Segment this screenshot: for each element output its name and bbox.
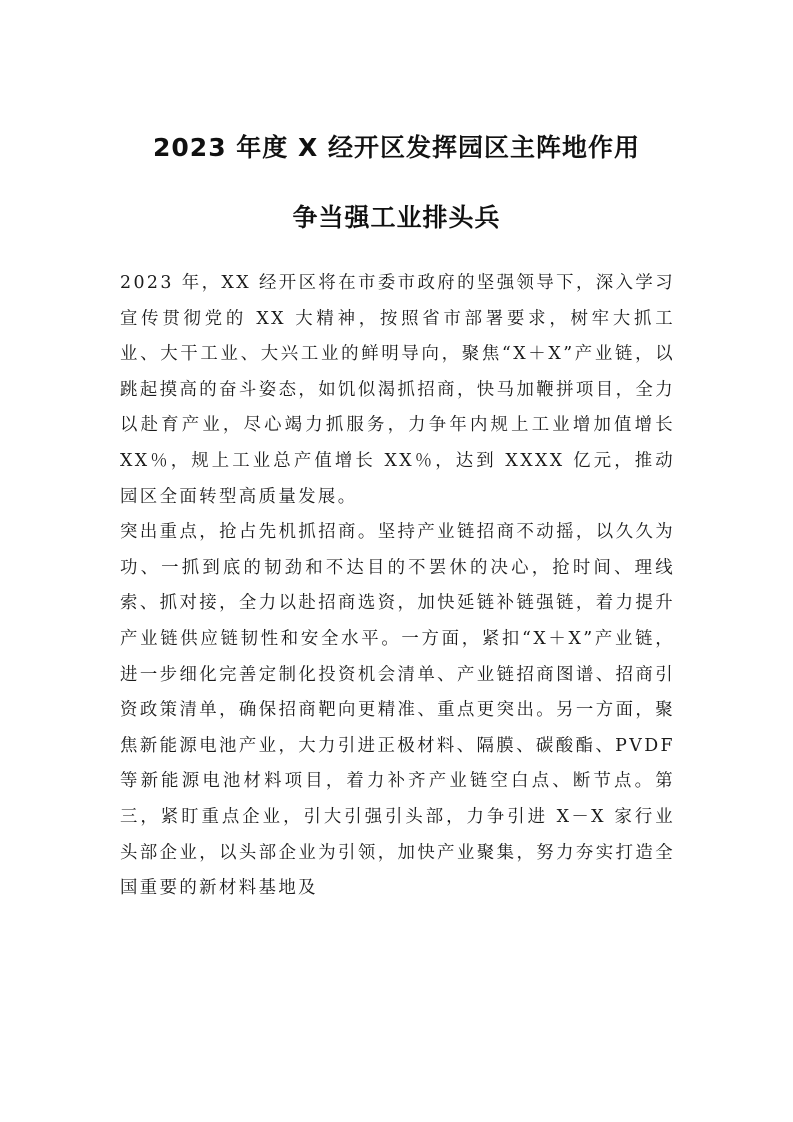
paragraph-1: 2023 年，XX 经开区将在市委市政府的坚强领导下，深入学习宣传贯彻党的 XX 大精神，按照省市部署要求，树牢大抓工业、大干工业、大兴工业的鲜明导向，聚焦“X＋X”产业链，以跳起摸高的奋斗姿态，如饥似渴抓招商，快马加鞭拼项目，全力以赴育产业，尽心竭力抓服务，力争年内规上工业增加值增长 XX％，规上工业总产值增长 XX％，达到 XXXX 亿元，推动园区全面转型高质量发展。 <box>120 273 675 507</box>
paragraph-2: 突出重点，抢占先机抓招商。坚持产业链招商不动摇，以久久为功、一抓到底的韧劲和不达目的不罢休的决心，抢时间、理线索、抓对接，全力以赴招商选资，加快延链补链强链，着力提升产业链供应链韧性和安全水平。一方面，紧扣“X＋X”产业链，进一步细化完善定制化投资机会清单、产业链招商图谱、招商引资政策清单，确保招商靶向更精准、重点更突出。另一方面，聚焦新能源电池产业，大力引进正极材料、隔膜、碳酸酯、PVDF 等新能源电池材料项目，着力补齐产业链空白点、断节点。第三，紧盯重点企业，引大引强引头部，力争引进 X－X 家行业头部企业，以头部企业为引领，加快产业聚集，努力夯实打造全国重要的新材料基地及 <box>120 522 675 899</box>
document-title-line-1: 2023 年度 X 经开区发挥园区主阵地作用 <box>153 133 640 162</box>
document-body <box>120 266 675 907</box>
document-title-line-2: 争当强工业排头兵 <box>292 203 501 232</box>
